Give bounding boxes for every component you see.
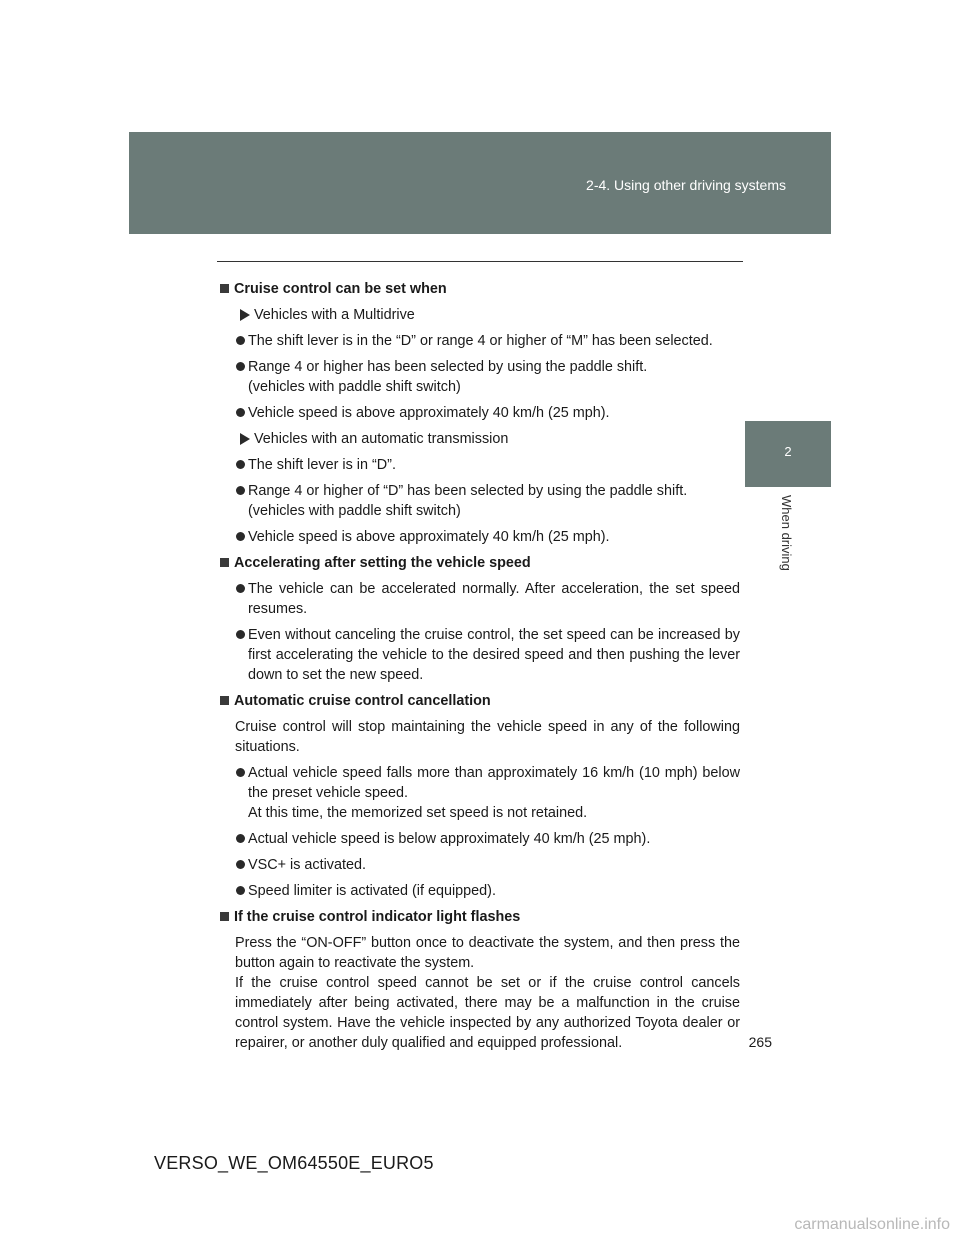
circle-bullet-icon <box>236 886 245 895</box>
circle-bullet-icon <box>236 486 245 495</box>
text-line: Actual vehicle speed is below approximately 40 km/h (25 mph). <box>248 831 651 847</box>
bullet-item <box>236 881 740 901</box>
circle-bullet-icon <box>236 362 245 371</box>
text-line: At this time, the memorized set speed is not retained. <box>248 805 588 821</box>
bullet-item <box>236 527 740 547</box>
square-bullet-icon <box>220 912 229 921</box>
chapter-tab-number: 2 <box>745 421 831 487</box>
text-line: The shift lever is in the “D” or range 4 or higher of “M” has been selected. <box>248 333 713 349</box>
square-bullet-icon <box>220 558 229 567</box>
text-line: Range 4 or higher of “D” has been selected by using the paddle shift. <box>248 483 688 499</box>
circle-bullet-icon <box>236 460 245 469</box>
section-heading <box>220 279 740 299</box>
text-line: (vehicles with paddle shift switch) <box>248 503 461 519</box>
bullet-item <box>236 455 740 475</box>
page-content <box>220 279 740 1059</box>
text-line: The vehicle can be accelerated normally. After acceleration, the set speed resumes. <box>248 581 740 617</box>
paragraph <box>235 933 740 1053</box>
text-line: VSC+ is activated. <box>248 857 366 873</box>
text-line: Even without canceling the cruise control, the set speed can be increased by first accelerating the vehicle to the desired speed and then pushing the lever down to set the new speed. <box>248 627 740 683</box>
bullet-item <box>236 625 740 685</box>
bullet-item <box>236 855 740 875</box>
square-bullet-icon <box>220 284 229 293</box>
bullet-item <box>236 357 740 397</box>
section-title: 2-4. Using other driving systems <box>586 177 786 193</box>
section-heading-text: If the cruise control indicator light flashes <box>234 909 521 925</box>
section-header-band <box>129 132 831 234</box>
subcondition-label <box>236 305 740 325</box>
text-line: Cruise control will stop maintaining the vehicle speed in any of the following situations. <box>235 719 740 755</box>
triangle-pointer-icon <box>240 433 250 445</box>
chapter-tab-label-text: When driving <box>779 495 794 571</box>
text-line: Actual vehicle speed falls more than approximately 16 km/h (10 mph) below the preset vehicle speed. <box>248 765 740 801</box>
header-rule <box>217 261 743 262</box>
text-line: Vehicle speed is above approximately 40 km/h (25 mph). <box>248 405 610 421</box>
subcondition-text: Vehicles with an automatic transmission <box>254 431 509 447</box>
section-heading-text: Automatic cruise control cancellation <box>234 693 491 709</box>
square-bullet-icon <box>220 696 229 705</box>
circle-bullet-icon <box>236 630 245 639</box>
circle-bullet-icon <box>236 768 245 777</box>
circle-bullet-icon <box>236 584 245 593</box>
subcondition-text: Vehicles with a Multidrive <box>254 307 415 323</box>
circle-bullet-icon <box>236 834 245 843</box>
text-line: Vehicle speed is above approximately 40 km/h (25 mph). <box>248 529 610 545</box>
chapter-tab-label <box>745 487 831 580</box>
text-line: (vehicles with paddle shift switch) <box>248 379 461 395</box>
text-line: Range 4 or higher has been selected by using the paddle shift. <box>248 359 648 375</box>
section-heading-text: Cruise control can be set when <box>234 281 447 297</box>
bullet-item <box>236 579 740 619</box>
circle-bullet-icon <box>236 408 245 417</box>
document-code: VERSO_WE_OM64550E_EURO5 <box>154 1153 434 1173</box>
section-heading <box>220 907 740 927</box>
triangle-pointer-icon <box>240 309 250 321</box>
circle-bullet-icon <box>236 336 245 345</box>
subcondition-label <box>236 429 740 449</box>
bullet-item <box>236 481 740 521</box>
text-line: If the cruise control speed cannot be set or if the cruise control cancels immediately after being activated, there may be a malfunction in the cruise control system. Have the vehicle inspected by any authorized Toyota dealer or repairer, or another duly qualified and equipped professional. <box>235 975 740 1051</box>
bullet-item <box>236 763 740 823</box>
circle-bullet-icon <box>236 532 245 541</box>
paragraph <box>235 717 740 757</box>
section-heading <box>220 691 740 711</box>
section-heading-text: Accelerating after setting the vehicle speed <box>234 555 531 571</box>
bullet-item <box>236 403 740 423</box>
section-heading <box>220 553 740 573</box>
bullet-item <box>236 331 740 351</box>
text-line: The shift lever is in “D”. <box>248 457 396 473</box>
text-line: Press the “ON-OFF” button once to deactivate the system, and then press the button again to reactivate the system. <box>235 935 740 971</box>
circle-bullet-icon <box>236 860 245 869</box>
bullet-item <box>236 829 740 849</box>
watermark: carmanualsonline.info <box>794 1216 950 1233</box>
text-line: Speed limiter is activated (if equipped). <box>248 883 496 899</box>
page-number: 265 <box>748 1034 772 1050</box>
